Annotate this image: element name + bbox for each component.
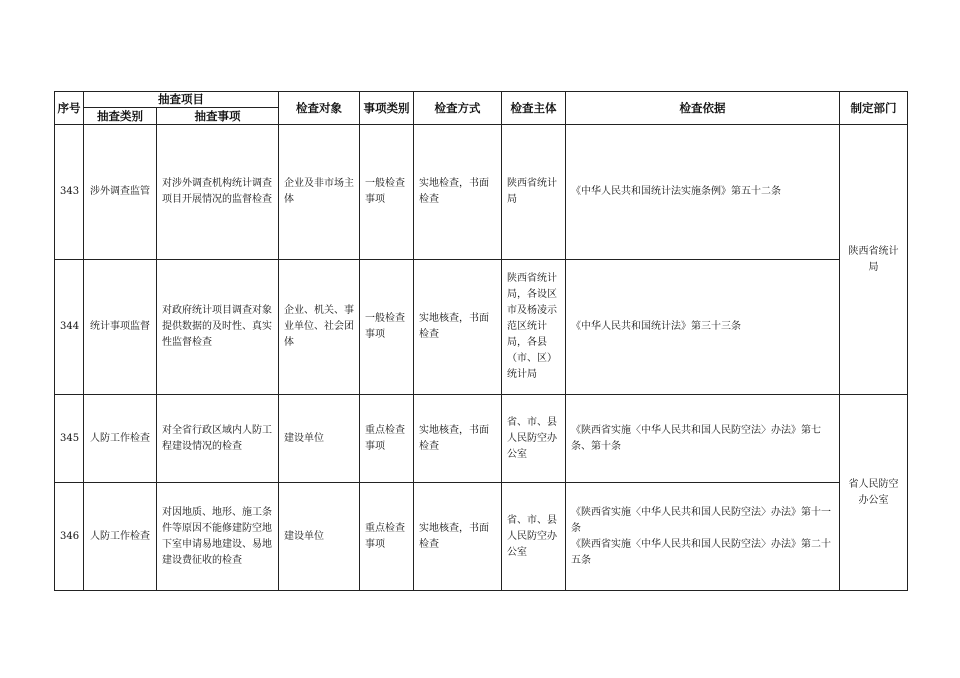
row-number: 346 [55,483,84,591]
row-method: 实地核查，书面检查 [414,260,502,395]
header-seq: 序号 [55,92,84,125]
row-basis [566,125,840,260]
header-spot-category: 抽查类别 [84,108,157,125]
row-matter: 对因地质、地形、施工条件等原因不能修建防空地下室申请易地建设、易地建设费征收的检查 [157,483,279,591]
row-subject: 省、市、县人民防空办公室 [502,395,566,483]
header-target: 检查对象 [279,92,360,125]
row-matter: 对政府统计项目调查对象提供数据的及时性、真实性监督检查 [157,260,279,395]
basis-line: 《陕西省实施〈中华人民共和国人民防空法〉办法》第七条、第十条 [571,424,821,452]
row-basis [566,260,840,395]
header-matter-type: 事项类别 [360,92,414,125]
row-basis [566,395,840,483]
row-method: 实地检查，书面检查 [414,125,502,260]
header-spot-item: 抽查项目 [84,92,279,108]
row-number: 343 [55,125,84,260]
table-row [55,395,908,483]
header-spot-matter: 抽查事项 [157,108,279,125]
row-category: 统计事项监督 [84,260,157,395]
dept-stats: 陕西省统计局 [840,125,908,395]
row-target: 企业及非市场主体 [279,125,360,260]
row-method: 实地核查，书面检查 [414,395,502,483]
row-type: 一般检查事项 [360,125,414,260]
inspection-table [54,91,908,591]
header-basis: 检查依据 [566,92,840,125]
header-row-top [55,92,908,108]
header-subject: 检查主体 [502,92,566,125]
dept-civil-defense: 省人民防空办公室 [840,395,908,591]
row-category: 人防工作检查 [84,395,157,483]
row-subject: 陕西省统计局 [502,125,566,260]
basis-line: 《陕西省实施〈中华人民共和国人民防空法〉办法》第十一条 [571,506,831,534]
header-method: 检查方式 [414,92,502,125]
row-target: 建设单位 [279,395,360,483]
row-number: 344 [55,260,84,395]
row-target: 建设单位 [279,483,360,591]
row-type: 重点检查事项 [360,395,414,483]
row-type: 一般检查事项 [360,260,414,395]
row-target: 企业、机关、事业单位、社会团体 [279,260,360,395]
row-basis [566,483,840,591]
row-category: 人防工作检查 [84,483,157,591]
row-method: 实地核查，书面检查 [414,483,502,591]
row-subject: 省、市、县人民防空办公室 [502,483,566,591]
basis-line: 《中华人民共和国统计法实施条例》第五十二条 [571,186,781,197]
row-matter: 对涉外调查机构统计调查项目开展情况的监督检查 [157,125,279,260]
row-subject: 陕西省统计局，各设区市及杨凌示范区统计局，各县（市、区）统计局 [502,260,566,395]
basis-line: 《中华人民共和国统计法》第三十三条 [571,321,741,332]
table-row [55,125,908,260]
header-dept: 制定部门 [840,92,908,125]
row-category: 涉外调查监管 [84,125,157,260]
row-matter: 对全省行政区域内人防工程建设情况的检查 [157,395,279,483]
table-row [55,483,908,591]
row-number: 345 [55,395,84,483]
row-type: 重点检查事项 [360,483,414,591]
basis-line: 《陕西省实施〈中华人民共和国人民防空法〉办法》第二十五条 [571,538,831,566]
table-row [55,260,908,395]
